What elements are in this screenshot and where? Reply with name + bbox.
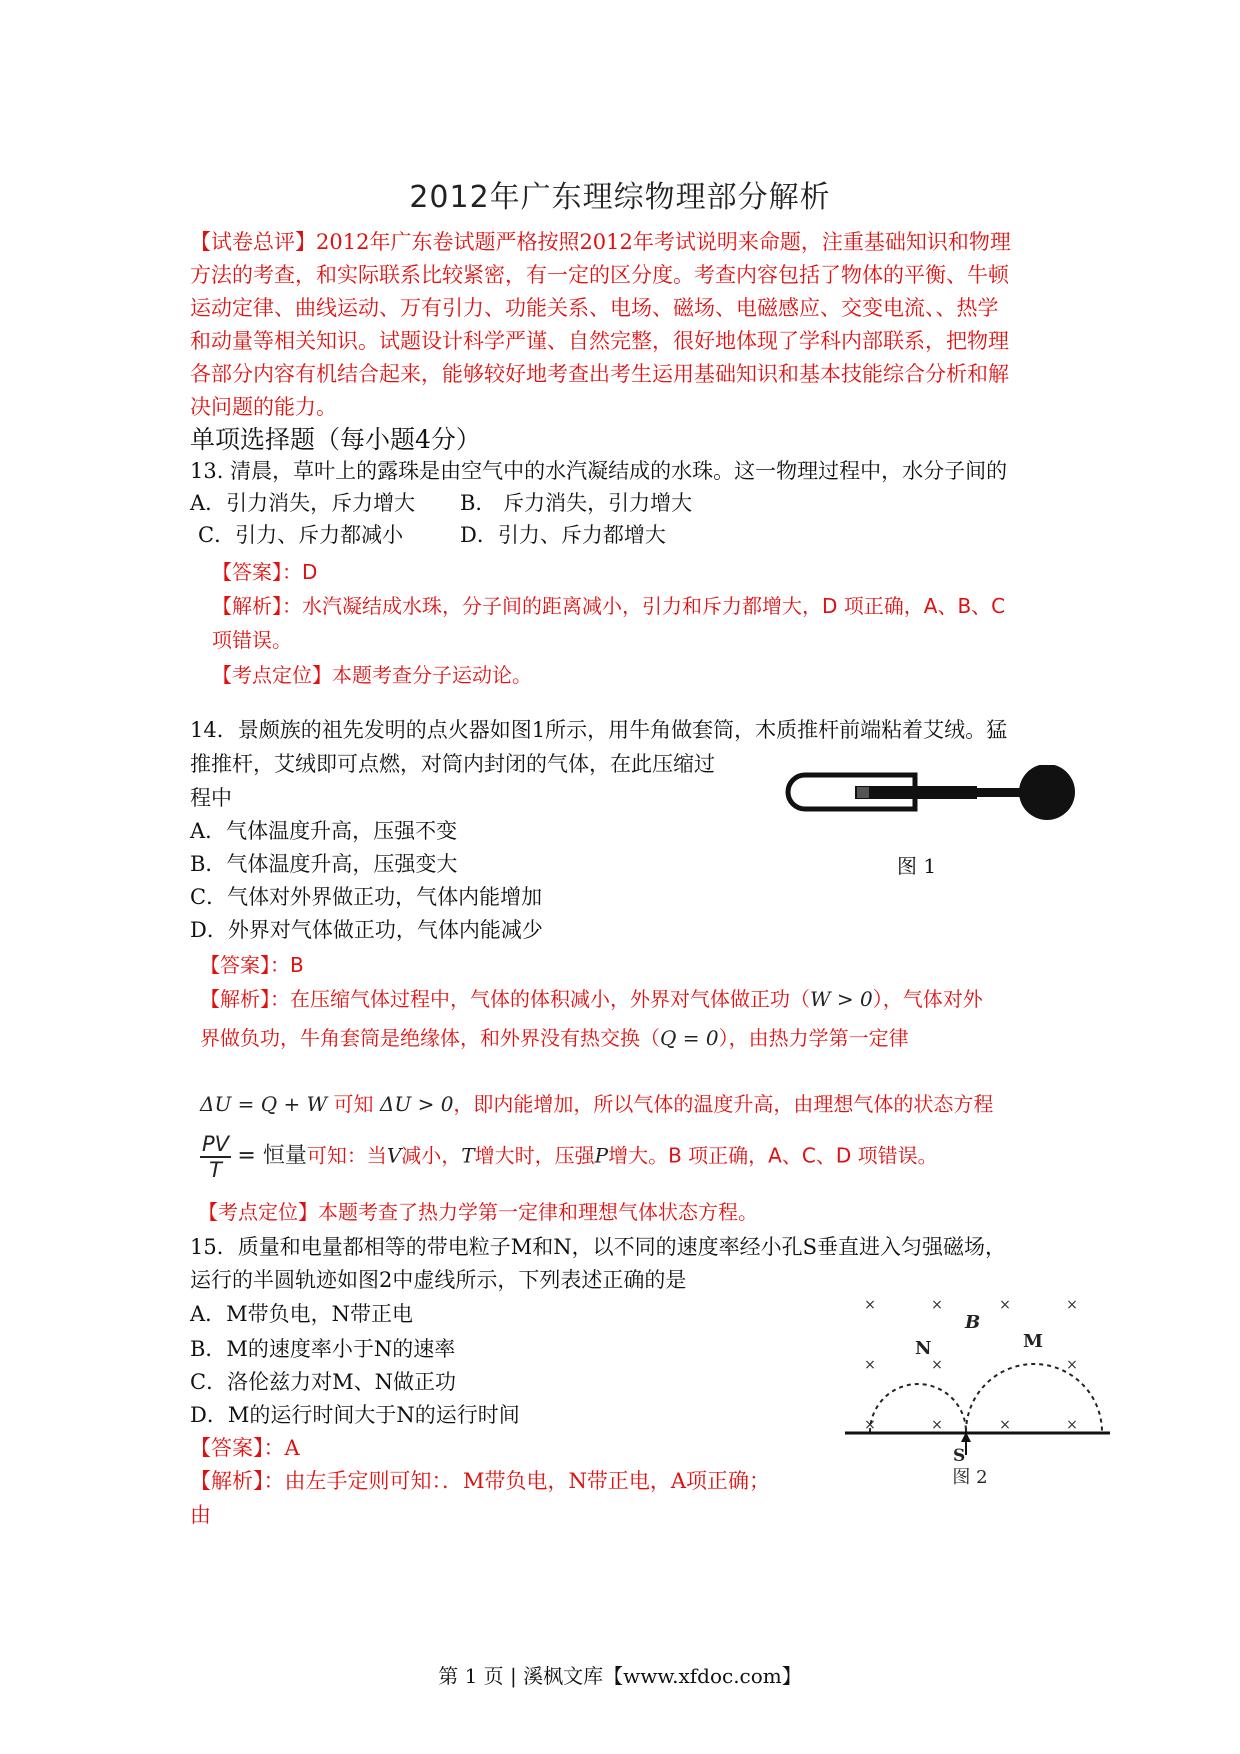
q14-formula-first-law: ΔU = Q + W	[200, 1092, 328, 1116]
review-line-6: 决问题的能力。	[190, 395, 337, 419]
svg-text:×: ×	[1066, 1297, 1078, 1313]
q14-constant: = 恒量	[237, 1143, 307, 1169]
q13-option-a: A．引力消失，斥力增大	[190, 491, 416, 515]
q14-analysis-1a: 【解析】：在压缩气体过程中，气体的体积减小，外界对气体做正功（	[200, 987, 810, 1011]
q14-stem-line-1: 14．景颇族的祖先发明的点火器如图1所示，用牛角做套筒，木质推杆前端粘着艾绒。猛	[190, 718, 1008, 742]
q14-option-b: B．气体温度升高，压强变大	[190, 852, 458, 876]
q14-analysis-line-1	[200, 983, 983, 1012]
q13-point: 【考点定位】本题考查分子运动论。	[212, 663, 532, 687]
figure-2-label: 图 2	[952, 1467, 988, 1488]
q15-option-a: A．M带负电，N带正电	[190, 1302, 414, 1326]
review-line-3: 运动定律、曲线运动、万有引力、功能关系、电场、磁场、电磁感应、交变电流、、热学	[190, 296, 999, 320]
figure-2-label-s: S	[953, 1446, 966, 1466]
q14-analysis-line-3	[200, 1088, 993, 1117]
q14-analysis-line-4	[200, 1132, 938, 1182]
q14-analysis-3a: 可知	[327, 1092, 380, 1116]
q15-option-b: B．M的速度率小于N的速率	[190, 1337, 456, 1361]
q14-answer: 【答案】：B	[200, 953, 304, 977]
svg-text:×: ×	[999, 1297, 1011, 1313]
q14-analysis-3b: ，即内能增加，所以气体的温度升高，由理想气体的状态方程	[453, 1092, 994, 1116]
q15-option-d: D．M的运行时间大于N的运行时间	[190, 1403, 520, 1427]
q14-analysis-1b: ），气体对外	[872, 987, 983, 1011]
q14-formula-w: W > 0	[810, 987, 873, 1011]
q15-analysis-line-2: 由	[190, 1503, 211, 1527]
q14-analysis-line-2	[200, 1022, 909, 1051]
q15-stem-line-2: 运行的半圆轨迹如图2中虚线所示，下列表述正确的是	[190, 1268, 687, 1292]
q15-stem-line-1: 15．质量和电量都相等的带电粒子M和N，以不同的速度率经小孔S垂直进入匀强磁场，	[190, 1235, 1006, 1259]
svg-text:×: ×	[1066, 1357, 1078, 1373]
q13-option-d: D．引力、斥力都增大	[460, 523, 666, 547]
figure-2-label-n: N	[915, 1338, 932, 1359]
svg-text:×: ×	[931, 1297, 943, 1313]
q14-option-a: A．气体温度升高，压强不变	[190, 819, 458, 843]
svg-text:×: ×	[931, 1357, 943, 1373]
svg-text:×: ×	[864, 1297, 876, 1313]
q13-option-c: C．引力、斥力都减小	[198, 523, 404, 547]
q14-analysis-2a: 界做负功，牛角套筒是绝缘体，和外界没有热交换（	[200, 1026, 660, 1050]
q13-analysis-line-1: 【解析】：水汽凝结成水珠，分子间的距离减小，引力和斥力都增大，D 项正确，A、B、C	[212, 594, 1006, 618]
review-line-5: 各部分内容有机结合起来，能够较好地考查出考生运用基础知识和基本技能综合分析和解	[190, 362, 1009, 386]
q15-option-c: C．洛伦兹力对M、N做正功	[190, 1370, 456, 1394]
q14-stem-line-3: 程中	[190, 786, 232, 810]
q14-frac-numerator: PV	[202, 1132, 230, 1156]
review-line-4: 和动量等相关知识。试题设计科学严谨、自然完整，很好地体现了学科内部联系，把物理	[190, 329, 1009, 353]
q13-analysis-line-2: 项错误。	[212, 628, 292, 652]
page-footer: 第 1 页 | 溪枫文库【www.xfdoc.com】	[438, 1664, 802, 1688]
section-header: 单项选择题（每小题4分）	[190, 425, 481, 454]
q14-formula-q: Q = 0	[660, 1026, 719, 1050]
review-line-1: 【试卷总评】2012年广东卷试题严格按照2012年考试说明来命题，注重基础知识和物理	[190, 230, 1011, 254]
q14-var-t: T	[461, 1143, 475, 1168]
q14-formula-du: ΔU > 0	[379, 1092, 454, 1116]
q14-point: 【考点定位】本题考查了热力学第一定律和理想气体状态方程。	[198, 1200, 758, 1224]
q14-option-d: D．外界对气体做正功，气体内能减少	[190, 918, 543, 942]
svg-text:×: ×	[931, 1417, 943, 1433]
q14-analysis-2b: ），由热力学第一定律	[718, 1026, 909, 1050]
figure-2-magnetic-field	[845, 1280, 1130, 1494]
document-title: 2012年广东理综物理部分解析	[409, 180, 831, 215]
svg-text:×: ×	[864, 1417, 876, 1433]
q13-stem: 13. 清晨，草叶上的露珠是由空气中的水汽凝结成的水珠。这一物理过程中，水分子间的	[190, 459, 1008, 483]
q14-var-p: P	[594, 1143, 609, 1168]
q13-answer: 【答案】：D	[212, 560, 318, 584]
svg-text:×: ×	[864, 1357, 876, 1373]
figure-2-label-b: B	[965, 1312, 981, 1333]
svg-text:×: ×	[1066, 1417, 1078, 1433]
q14-analysis-4d: 增大。B 项正确，A、C、D 项错误。	[608, 1143, 938, 1168]
magnetic-field-diagram-icon	[845, 1280, 1130, 1490]
q14-frac-denominator: T	[209, 1158, 222, 1182]
q14-analysis-4c: 增大时，压强	[474, 1143, 595, 1168]
q14-option-c: C．气体对外界做正功，气体内能增加	[190, 885, 543, 909]
review-line-2: 方法的考查，和实际联系比较紧密，有一定的区分度。考查内容包括了物体的平衡、牛顿	[190, 263, 1009, 287]
q14-stem-line-2: 推推杆，艾绒即可点燃，对筒内封闭的气体，在此压缩过	[190, 752, 715, 776]
figure-1-label: 图 1	[897, 854, 937, 878]
q13-option-b: B． 斥力消失，引力增大	[460, 491, 693, 515]
svg-text:×: ×	[999, 1417, 1011, 1433]
q14-analysis-4b: 减小，	[401, 1143, 462, 1168]
q14-var-v: V	[386, 1143, 402, 1168]
q14-analysis-4a: 可知：当	[306, 1143, 387, 1168]
q15-analysis-line-1: 【解析】：由左手定则可知：．M带负电，N带正电，A项正确；	[190, 1469, 771, 1493]
q15-answer: 【答案】：A	[190, 1436, 300, 1460]
q14-formula-gas-law	[200, 1132, 231, 1182]
figure-2-label-m: M	[1023, 1331, 1043, 1352]
